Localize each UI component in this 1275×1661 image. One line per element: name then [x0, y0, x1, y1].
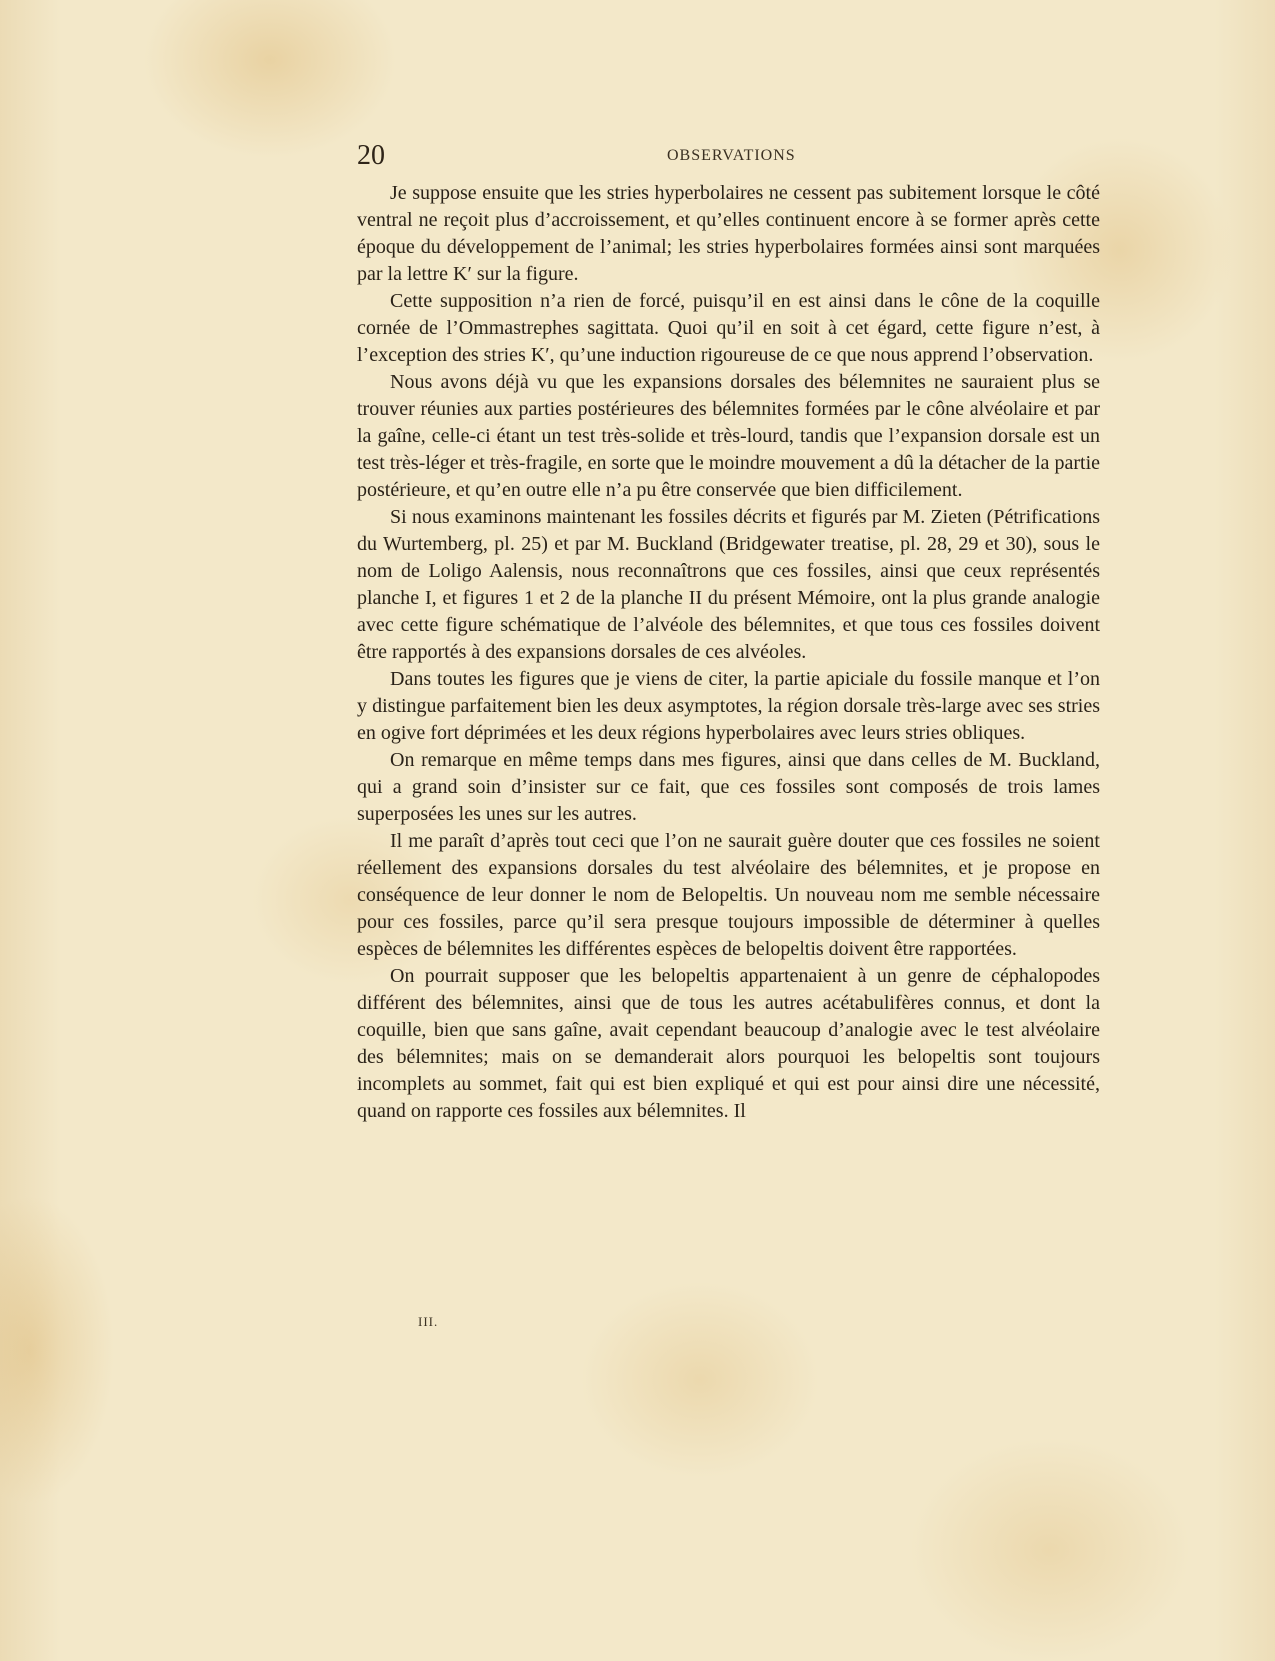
paragraph: Cette supposition n’a rien de forcé, puisqu’il en est ainsi dans le cône de la coquille cornée de l’Ommastrephes sagittata. Quoi qu’il en soit à cet égard, cette figure n’est, à l’exception des stries K′, qu’une induction rigoureuse de ce que nous apprend l’observation. [357, 290, 1100, 366]
page-header [357, 138, 1100, 174]
signature-mark: III. [418, 1314, 439, 1329]
body-text [357, 180, 1100, 1125]
paragraph: Si nous examinons maintenant les fossiles décrits et figurés par M. Zieten (Pétrifications du Wurtemberg, pl. 25) et par M. Buckland (Bridgewater treatise, pl. 28, 29 et 30), sous le nom de Loligo Aalensis, nous reconnaîtrons que ces fossiles, ainsi que ceux représentés planche I, et figures 1 et 2 de la planche II du présent Mémoire, ont la plus grande analogie avec cette figure schématique de l’alvéole des bélemnites, et que tous ces fossiles doivent être rapportés à des expansions dorsales de ces alvéoles. [357, 506, 1100, 663]
paragraph: Dans toutes les figures que je viens de citer, la partie apiciale du fossile manque et l’on y distingue parfaitement bien les deux asymptotes, la région dorsale très-large avec ses stries en ogive fort déprimées et les deux régions hyperbolaires avec leurs stries obliques. [357, 668, 1100, 744]
running-title: OBSERVATIONS [667, 147, 796, 164]
page-number: 20 [357, 140, 385, 171]
paragraph: On remarque en même temps dans mes figures, ainsi que dans celles de M. Buckland, qui a grand soin d’insister sur ce fait, que ces fossiles sont composés de trois lames superposées les unes sur les autres. [357, 749, 1100, 825]
paragraph: Il me paraît d’après tout ceci que l’on ne saurait guère douter que ces fossiles ne soient réellement des expansions dorsales du test alvéolaire des bélemnites, et je propose en conséquence de leur donner le nom de Belopeltis. Un nouveau nom me semble nécessaire pour ces fossiles, parce qu’il sera presque toujours impossible de déterminer à quelles espèces de bélemnites les différentes espèces de belopeltis doivent être rapportées. [357, 830, 1100, 960]
paragraph: Nous avons déjà vu que les expansions dorsales des bélemnites ne sauraient plus se trouver réunies aux parties postérieures des bélemnites formées par le cône alvéolaire et par la gaîne, celle-ci étant un test très-solide et très-lourd, tandis que l’expansion dorsale est un test très-léger et très-fragile, en sorte que le moindre mouvement a dû la détacher de la partie postérieure, et qu’en outre elle n’a pu être conservée que bien difficilement. [357, 371, 1100, 501]
paragraph: On pourrait supposer que les belopeltis appartenaient à un genre de céphalopodes différent des bélemnites, ainsi que de tous les autres acétabulifères connus, et dont la coquille, bien que sans gaîne, avait cependant beaucoup d’analogie avec le test alvéolaire des bélemnites; mais on se demanderait alors pourquoi les belopeltis sont toujours incomplets au sommet, fait qui est bien expliqué et qui est pour ainsi dire une nécessité, quand on rapporte ces fossiles aux bélemnites. Il [357, 965, 1100, 1122]
paragraph: Je suppose ensuite que les stries hyperbolaires ne cessent pas subitement lorsque le côté ventral ne reçoit plus d’accroissement, et qu’elles continuent encore à se former après cette époque du développement de l’animal; les stries hyperbolaires formées ainsi sont marquées par la lettre K′ sur la figure. [357, 182, 1100, 285]
